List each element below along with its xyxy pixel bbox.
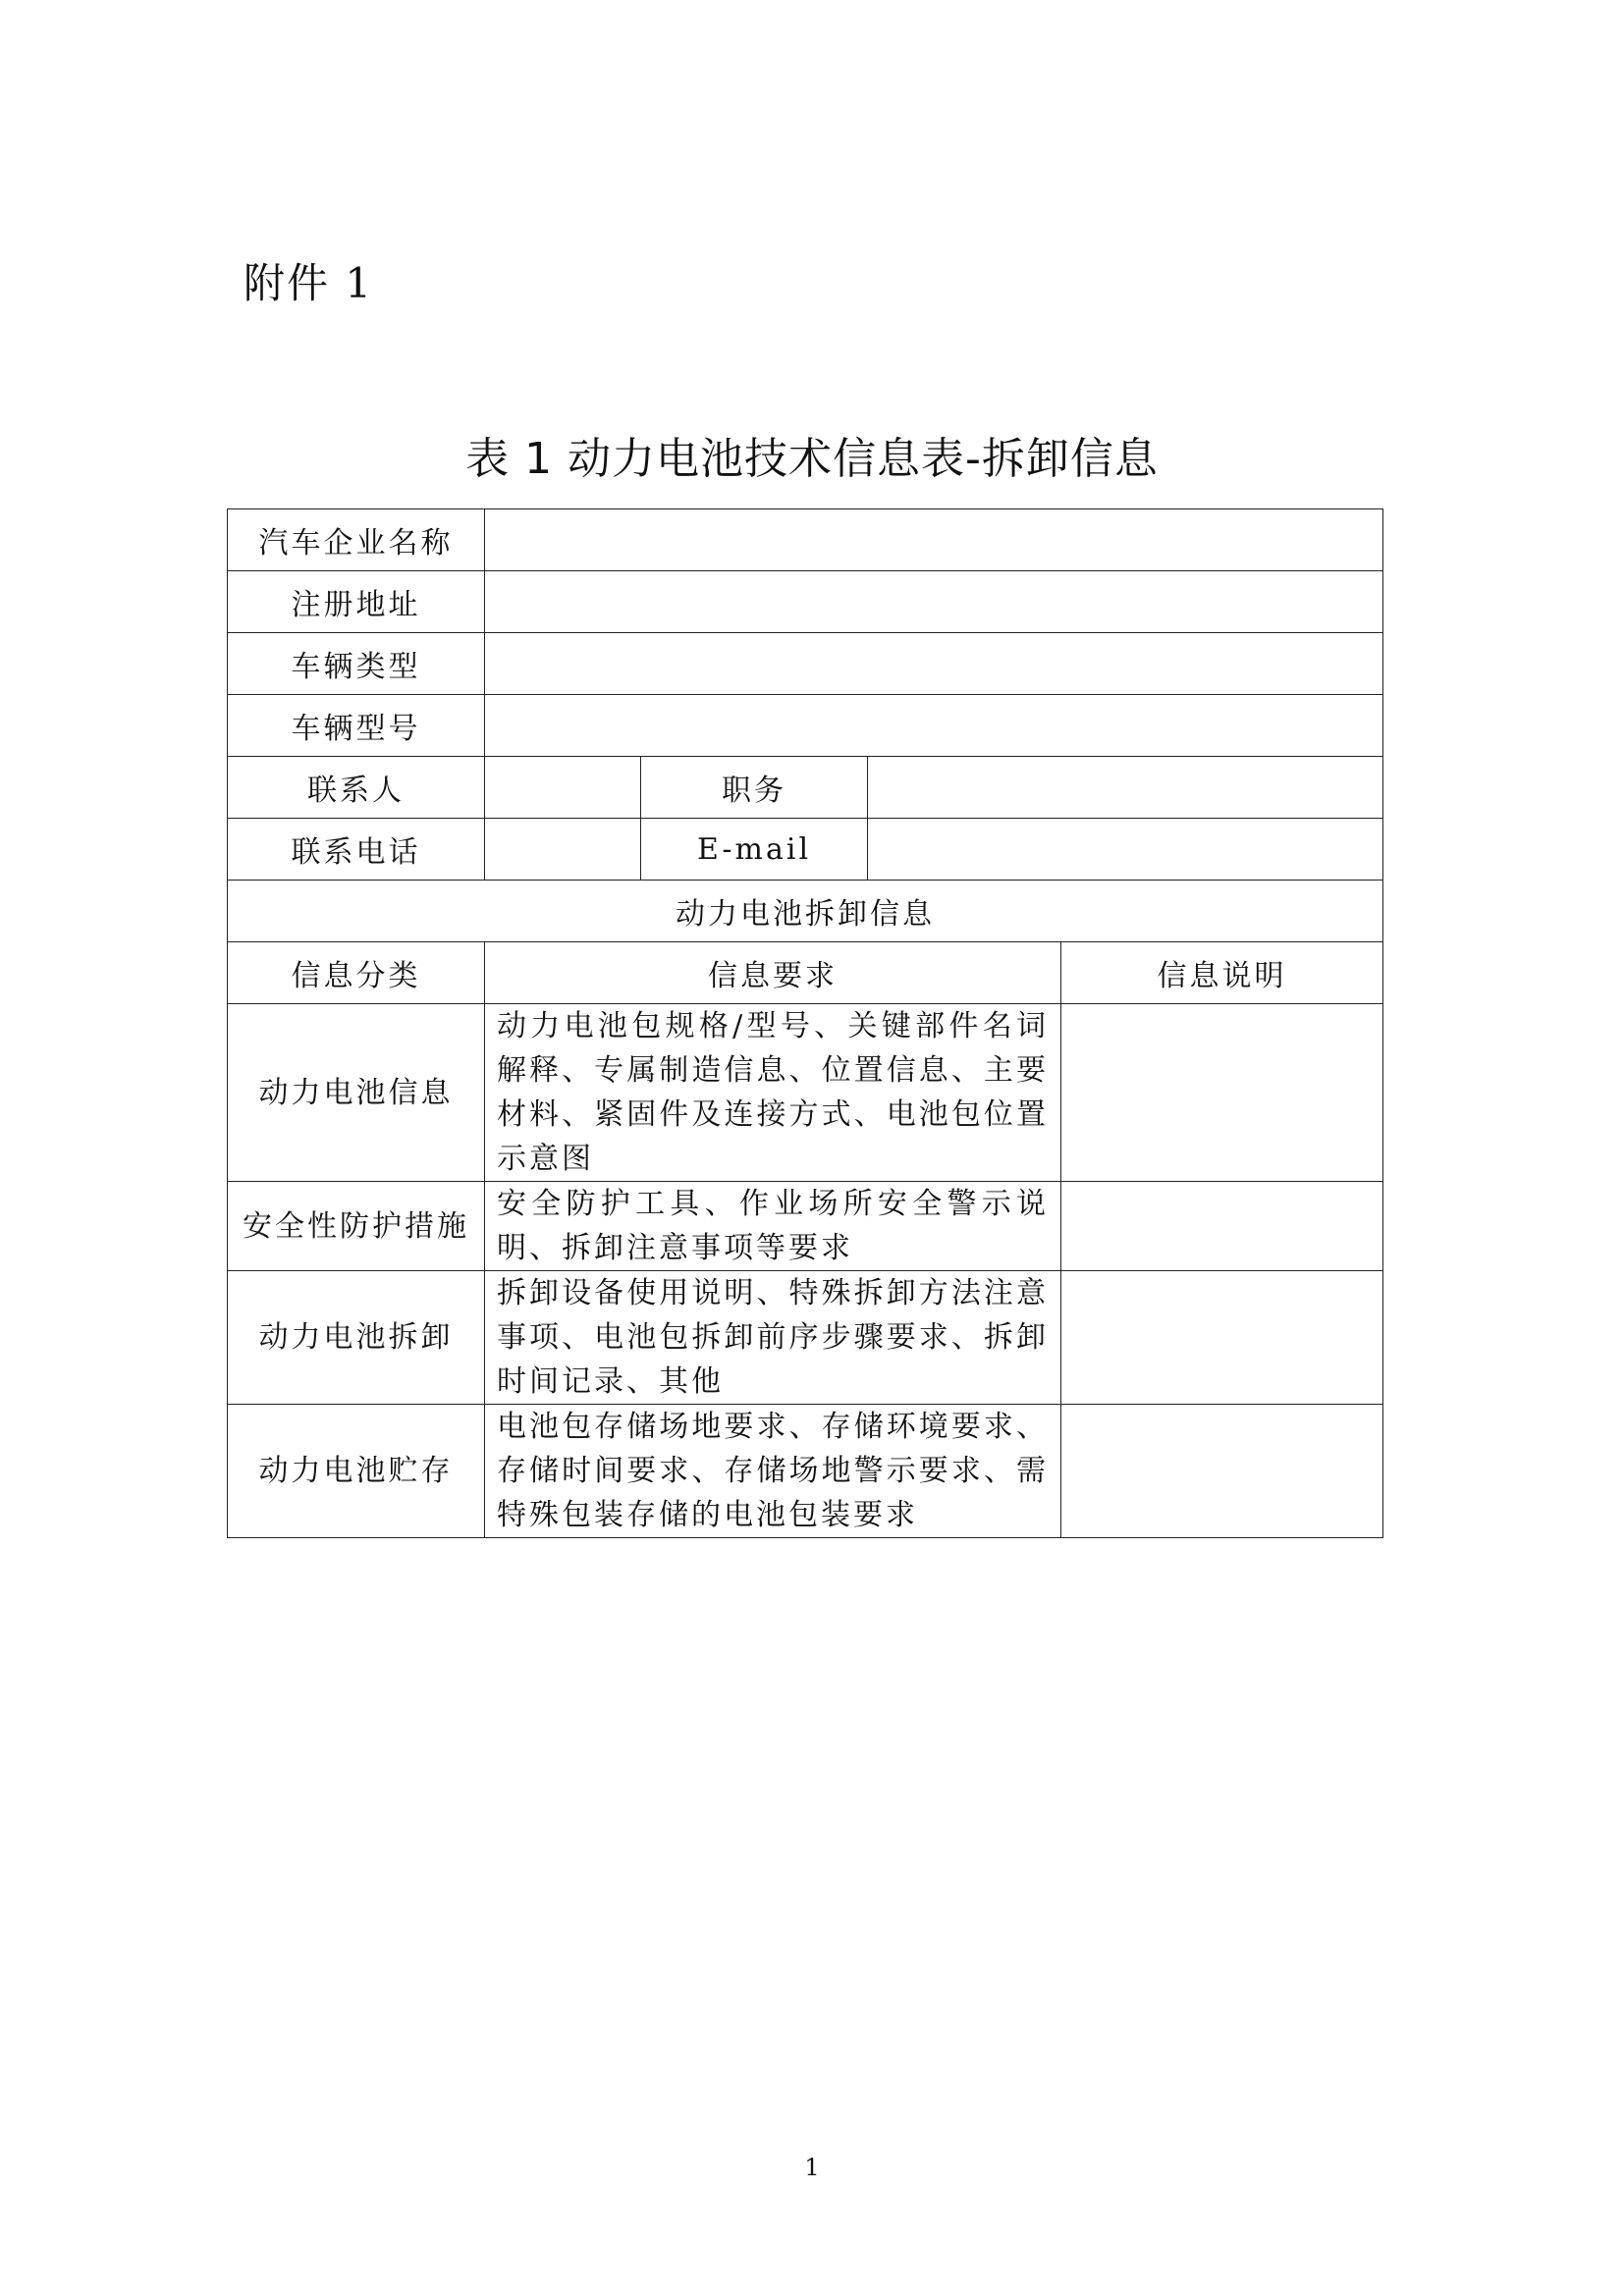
- row-description-field[interactable]: [1061, 1004, 1383, 1182]
- row-requirement: 动力电池包规格/型号、关键部件名词解释、专属制造信息、位置信息、主要材料、紧固件及连接方式、电池包位置示意图: [485, 1004, 1061, 1182]
- table-row: [228, 1405, 1383, 1538]
- table-row: [228, 1004, 1383, 1182]
- contact-person-label: 联系人: [228, 757, 485, 819]
- email-field[interactable]: [868, 819, 1383, 881]
- attachment-label: 附件 1: [244, 259, 374, 307]
- table-title: 表 1 动力电池技术信息表-拆卸信息: [465, 434, 1159, 484]
- contact-phone-label: 联系电话: [228, 819, 485, 881]
- table-row: [228, 1182, 1383, 1271]
- row-requirement: 拆卸设备使用说明、特殊拆卸方法注意事项、电池包拆卸前序步骤要求、拆卸时间记录、其他: [485, 1271, 1061, 1405]
- contact-person-field[interactable]: [485, 757, 641, 819]
- vehicle-model-row: [228, 695, 1383, 757]
- address-row: [228, 571, 1383, 633]
- row-description-field[interactable]: [1061, 1405, 1383, 1538]
- section-title-row: [228, 881, 1383, 942]
- column-header-requirement: 信息要求: [485, 942, 1061, 1004]
- page-number: 1: [804, 2154, 820, 2181]
- address-field[interactable]: [485, 571, 1383, 633]
- battery-info-table: [227, 508, 1383, 1538]
- vehicle-type-field[interactable]: [485, 633, 1383, 695]
- column-header-category: 信息分类: [228, 942, 485, 1004]
- row-description-field[interactable]: [1061, 1271, 1383, 1405]
- company-name-row: [228, 509, 1383, 571]
- row-category: 动力电池拆卸: [228, 1271, 485, 1405]
- contact-phone-row: [228, 819, 1383, 881]
- vehicle-type-label: 车辆类型: [228, 633, 485, 695]
- row-requirement: 安全防护工具、作业场所安全警示说明、拆卸注意事项等要求: [485, 1182, 1061, 1271]
- section-title: 动力电池拆卸信息: [228, 881, 1383, 942]
- row-category: 安全性防护措施: [228, 1182, 485, 1271]
- vehicle-type-row: [228, 633, 1383, 695]
- contact-person-row: [228, 757, 1383, 819]
- contact-phone-field[interactable]: [485, 819, 641, 881]
- email-label: E-mail: [641, 819, 868, 881]
- column-header-description: 信息说明: [1061, 942, 1383, 1004]
- company-name-label: 汽车企业名称: [228, 509, 485, 571]
- row-description-field[interactable]: [1061, 1182, 1383, 1271]
- vehicle-model-label: 车辆型号: [228, 695, 485, 757]
- position-label: 职务: [641, 757, 868, 819]
- vehicle-model-field[interactable]: [485, 695, 1383, 757]
- row-category: 动力电池贮存: [228, 1405, 485, 1538]
- address-label: 注册地址: [228, 571, 485, 633]
- column-header-row: [228, 942, 1383, 1004]
- row-category: 动力电池信息: [228, 1004, 485, 1182]
- position-field[interactable]: [868, 757, 1383, 819]
- row-requirement: 电池包存储场地要求、存储环境要求、存储时间要求、存储场地警示要求、需特殊包装存储的电池包装要求: [485, 1405, 1061, 1538]
- table-row: [228, 1271, 1383, 1405]
- company-name-field[interactable]: [485, 509, 1383, 571]
